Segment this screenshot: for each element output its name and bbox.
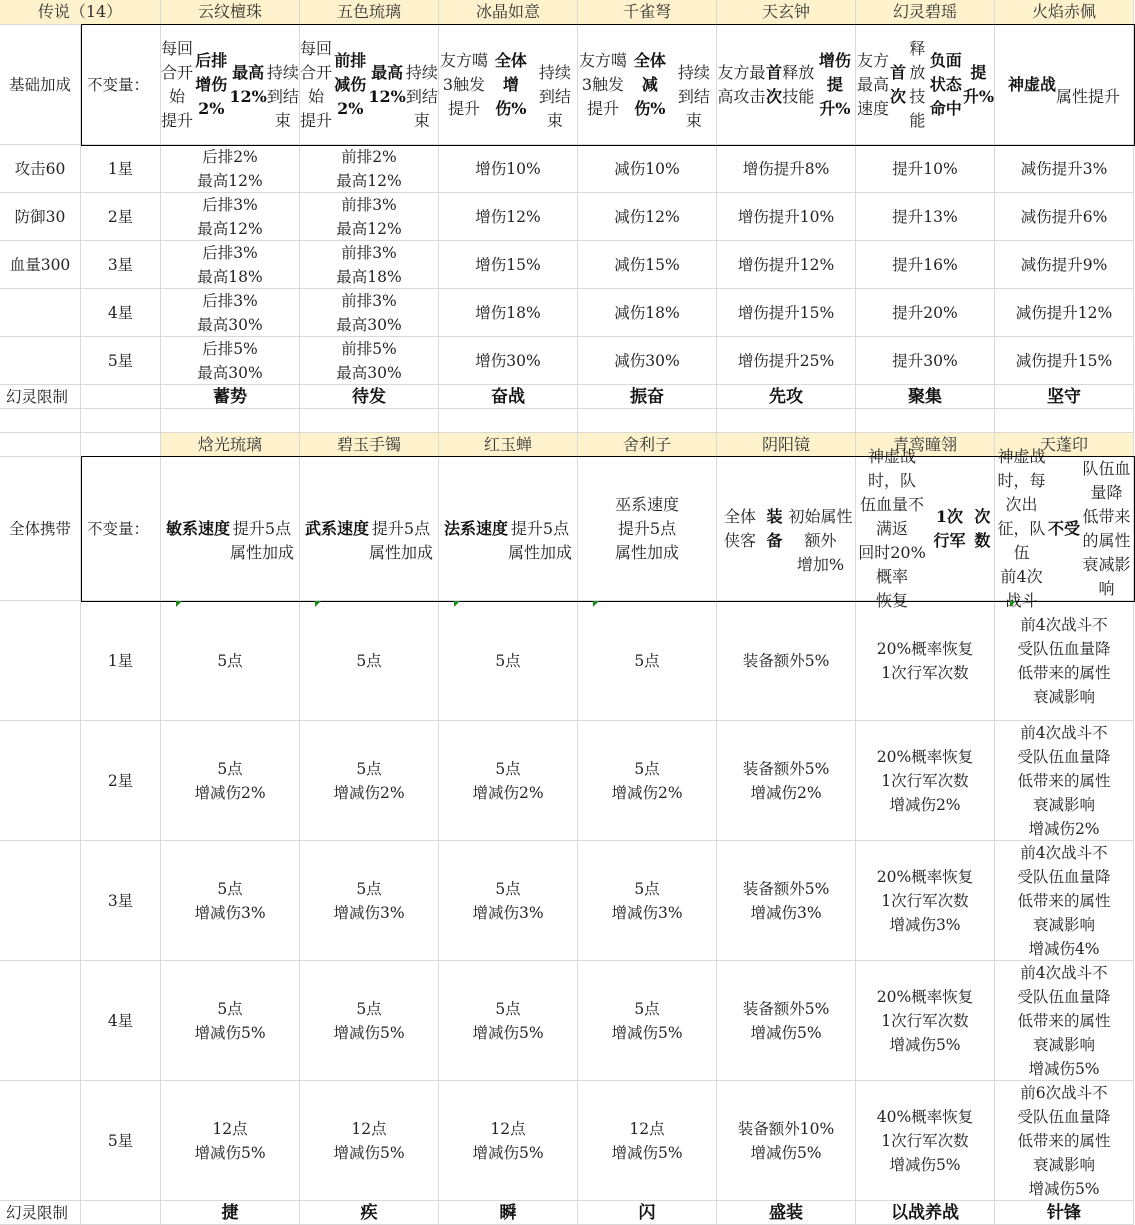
star-value[interactable]: 20%概率恢复 1次行军次数 增减伤3% [856,841,995,961]
star-value[interactable]: 前4次战斗不 受队伍血量降 低带来的属性 衰减影响 [995,601,1134,721]
comment-marker-icon [1010,601,1016,607]
star-value[interactable]: 后排3% 最高12% [161,193,300,241]
star-value[interactable]: 减伤提升9% [995,241,1134,289]
limit-value[interactable]: 以战养战 [856,1201,995,1225]
star-value[interactable]: 5点 [578,601,717,721]
star-value[interactable]: 5点 增减伤5% [161,961,300,1081]
item-description[interactable]: 法系速度 提升5点 属性加成 [439,457,578,601]
star-value[interactable]: 增伤18% [439,289,578,337]
star-value[interactable]: 提升30% [856,337,995,385]
limit-value[interactable]: 奋战 [439,385,578,409]
star-value[interactable]: 增伤30% [439,337,578,385]
star-value[interactable]: 前4次战斗不 受队伍血量降 低带来的属性 衰减影响 增减伤4% [995,841,1134,961]
comment-marker-icon [176,601,182,607]
item-description[interactable]: 时，每 次出征，队伍 前4次战斗 不 受 队伍血量降 低带来的属性 衰减影响 [995,457,1134,601]
limit-value[interactable]: 振奋 [578,385,717,409]
item-description[interactable]: 友方噶3触发 提升 全体减伤% 持续到结束 [578,25,717,145]
item-header[interactable]: 冰晶如意 [439,0,578,25]
item-header[interactable]: 焓光琉璃 [161,433,300,457]
star-level[interactable]: 3星 [81,241,161,289]
comment-marker-icon [454,601,460,607]
star-value[interactable]: 提升20% [856,289,995,337]
item-description[interactable]: 友方噶3触发 提升 全体增伤% 持续到结束 [439,25,578,145]
invariant-label[interactable]: 不变量： [81,457,161,601]
item-header[interactable]: 云纹檀珠 [161,0,300,25]
blank-cell[interactable] [81,409,161,433]
comment-marker-icon [593,601,599,607]
star-value[interactable]: 5点 增减伤2% [300,721,439,841]
blank-cell[interactable] [81,385,161,409]
star-level[interactable]: 2星 [81,721,161,841]
star-value[interactable]: 增伤12% [439,193,578,241]
blank-cell[interactable] [0,601,81,721]
blank-cell[interactable] [0,1081,81,1201]
item-description[interactable]: 全体侠客 装备 初始属性额外 增加% [717,457,856,601]
row-label[interactable]: 全体携带 [0,457,81,601]
limit-value[interactable]: 瞬 [439,1201,578,1225]
item-header[interactable]: 火焰赤佩 [995,0,1134,25]
star-value[interactable]: 减伤10% [578,145,717,193]
blank-cell[interactable] [578,409,717,433]
stat-label[interactable]: 攻击60 [0,145,81,193]
star-value[interactable]: 装备额外5% [717,601,856,721]
star-value[interactable]: 5点 [161,601,300,721]
limit-value[interactable]: 坚守 [995,385,1134,409]
item-header[interactable]: 舍利子 [578,433,717,457]
item-description[interactable]: 敏系速度 提升5点 属性加成 [161,457,300,601]
star-value[interactable]: 增伤提升25% [717,337,856,385]
item-description[interactable]: 巫系速度 提升5点 属性加成 [578,457,717,601]
item-header[interactable]: 青鸾瞳翎 [856,433,995,457]
star-value[interactable]: 5点 增减伤3% [161,841,300,961]
star-value[interactable]: 减伤提升12% [995,289,1134,337]
stat-label[interactable] [0,289,81,337]
star-value[interactable]: 后排3% 最高30% [161,289,300,337]
star-value[interactable]: 5点 增减伤5% [439,961,578,1081]
star-value[interactable]: 前排3% 最高12% [300,193,439,241]
item-header[interactable]: 阴阳镜 [717,433,856,457]
blank-cell[interactable] [0,841,81,961]
star-value[interactable]: 减伤12% [578,193,717,241]
star-value[interactable]: 提升10% [856,145,995,193]
stat-label[interactable] [0,337,81,385]
star-value[interactable]: 减伤15% [578,241,717,289]
star-value[interactable]: 5点 增减伤3% [439,841,578,961]
star-value[interactable]: 5点 增减伤2% [439,721,578,841]
star-value[interactable]: 前4次战斗不 受队伍血量降 低带来的属性 衰减影响 增减伤5% [995,961,1134,1081]
item-description[interactable]: 每回合开始 提升 前排减伤2% 最高12% 持续到结束 [300,25,439,145]
item-description[interactable]: 武系速度 提升5点 属性加成 [300,457,439,601]
star-value[interactable]: 装备额外5% 增减伤2% [717,721,856,841]
item-header[interactable]: 碧玉手镯 [300,433,439,457]
star-value[interactable]: 前4次战斗不 受队伍血量降 低带来的属性 衰减影响 增减伤2% [995,721,1134,841]
item-description[interactable]: 神虚战 属性提升 [995,25,1134,145]
star-value[interactable]: 后排2% 最高12% [161,145,300,193]
star-value[interactable]: 前排3% 最高30% [300,289,439,337]
star-value[interactable]: 5点 增减伤5% [300,961,439,1081]
item-header[interactable]: 天蓬印 [995,433,1134,457]
item-header[interactable]: 幻灵碧瑶 [856,0,995,25]
blank-cell[interactable] [856,409,995,433]
blank-cell[interactable] [300,409,439,433]
star-level[interactable]: 1星 [81,145,161,193]
star-value[interactable]: 提升16% [856,241,995,289]
item-header[interactable]: 五色琉璃 [300,0,439,25]
row-label[interactable]: 基础加成 [0,25,81,145]
blank-cell[interactable] [0,721,81,841]
blank-cell[interactable] [81,1201,161,1225]
item-header[interactable]: 天玄钟 [717,0,856,25]
blank-cell[interactable] [439,409,578,433]
star-value[interactable]: 减伤18% [578,289,717,337]
star-value[interactable]: 5点 增减伤3% [300,841,439,961]
comment-marker-icon [315,601,321,607]
blank-cell[interactable] [0,433,81,457]
item-header[interactable]: 千雀弩 [578,0,717,25]
blank-cell[interactable] [0,961,81,1081]
section-title[interactable]: 传说（14） [0,0,161,25]
limit-value[interactable]: 针锋 [995,1201,1134,1225]
star-value[interactable]: 前排5% 最高30% [300,337,439,385]
star-level[interactable]: 5星 [81,337,161,385]
limit-value[interactable]: 闪 [578,1201,717,1225]
invariant-label[interactable]: 不变量： [81,25,161,145]
star-value[interactable]: 增伤提升10% [717,193,856,241]
star-value[interactable]: 减伤提升15% [995,337,1134,385]
limit-value[interactable]: 疾 [300,1201,439,1225]
blank-cell[interactable] [0,409,81,433]
star-value[interactable]: 增伤提升12% [717,241,856,289]
star-level[interactable]: 4星 [81,961,161,1081]
star-value[interactable]: 增伤10% [439,145,578,193]
star-value[interactable]: 5点 增减伤2% [161,721,300,841]
item-description[interactable]: 每回合开始 提升 后排增伤2% 最高12% 持续到结束 [161,25,300,145]
star-value[interactable]: 40%概率恢复 1次行军次数 增减伤5% [856,1081,995,1201]
limit-label[interactable]: 幻灵限制 [0,1201,81,1225]
star-level[interactable]: 3星 [81,841,161,961]
star-value[interactable]: 12点 增减伤5% [300,1081,439,1201]
limit-value[interactable]: 先攻 [717,385,856,409]
star-level[interactable]: 1星 [81,601,161,721]
limit-value[interactable]: 待发 [300,385,439,409]
stat-label[interactable]: 血量300 [0,241,81,289]
star-level[interactable]: 4星 [81,289,161,337]
star-value[interactable]: 后排5% 最高30% [161,337,300,385]
stat-label[interactable]: 防御30 [0,193,81,241]
star-value[interactable]: 12点 增减伤5% [578,1081,717,1201]
star-value[interactable]: 增伤提升15% [717,289,856,337]
item-description[interactable]: 友方最高速度 首次 释放技能 负面状态命中 提升% [856,25,995,145]
blank-cell[interactable] [81,433,161,457]
star-value[interactable]: 减伤30% [578,337,717,385]
item-description[interactable]: 友方最高攻击 首次 释放技能 增伤提升% [717,25,856,145]
star-value[interactable]: 装备额外10% 增减伤5% [717,1081,856,1201]
star-value[interactable]: 12点 增减伤5% [161,1081,300,1201]
star-value[interactable]: 装备额外5% 增减伤5% [717,961,856,1081]
star-value[interactable]: 提升13% [856,193,995,241]
star-value[interactable]: 装备额外5% 增减伤3% [717,841,856,961]
star-value[interactable]: 20%概率恢复 1次行军次数 [856,601,995,721]
star-value[interactable]: 5点 [300,601,439,721]
limit-label[interactable]: 幻灵限制 [0,385,81,409]
item-header[interactable]: 红玉蝉 [439,433,578,457]
blank-cell[interactable] [717,409,856,433]
star-value[interactable]: 5点 增减伤5% [578,961,717,1081]
star-value[interactable]: 前排2% 最高12% [300,145,439,193]
star-value[interactable]: 前6次战斗不 受队伍血量降 低带来的属性 衰减影响 增减伤5% [995,1081,1134,1201]
star-value[interactable]: 12点 增减伤5% [439,1081,578,1201]
star-value[interactable]: 减伤提升3% [995,145,1134,193]
limit-value[interactable]: 捷 [161,1201,300,1225]
limit-value[interactable]: 聚集 [856,385,995,409]
star-level[interactable]: 2星 [81,193,161,241]
star-level[interactable]: 5星 [81,1081,161,1201]
star-value[interactable]: 5点 增减伤2% [578,721,717,841]
star-value[interactable]: 前排3% 最高18% [300,241,439,289]
star-value[interactable]: 5点 增减伤3% [578,841,717,961]
star-value[interactable]: 20%概率恢复 1次行军次数 增减伤2% [856,721,995,841]
blank-cell[interactable] [995,409,1134,433]
limit-value[interactable]: 蓄势 [161,385,300,409]
star-value[interactable]: 后排3% 最高18% [161,241,300,289]
item-description[interactable]: 时，队 伍血量不满返 回时20%概率 恢复 1次行军 次数 [856,457,995,601]
star-value[interactable]: 5点 [439,601,578,721]
star-value[interactable]: 增伤提升8% [717,145,856,193]
star-value[interactable]: 增伤15% [439,241,578,289]
star-value[interactable]: 减伤提升6% [995,193,1134,241]
limit-value[interactable]: 盛装 [717,1201,856,1225]
blank-cell[interactable] [161,409,300,433]
star-value[interactable]: 20%概率恢复 1次行军次数 增减伤5% [856,961,995,1081]
